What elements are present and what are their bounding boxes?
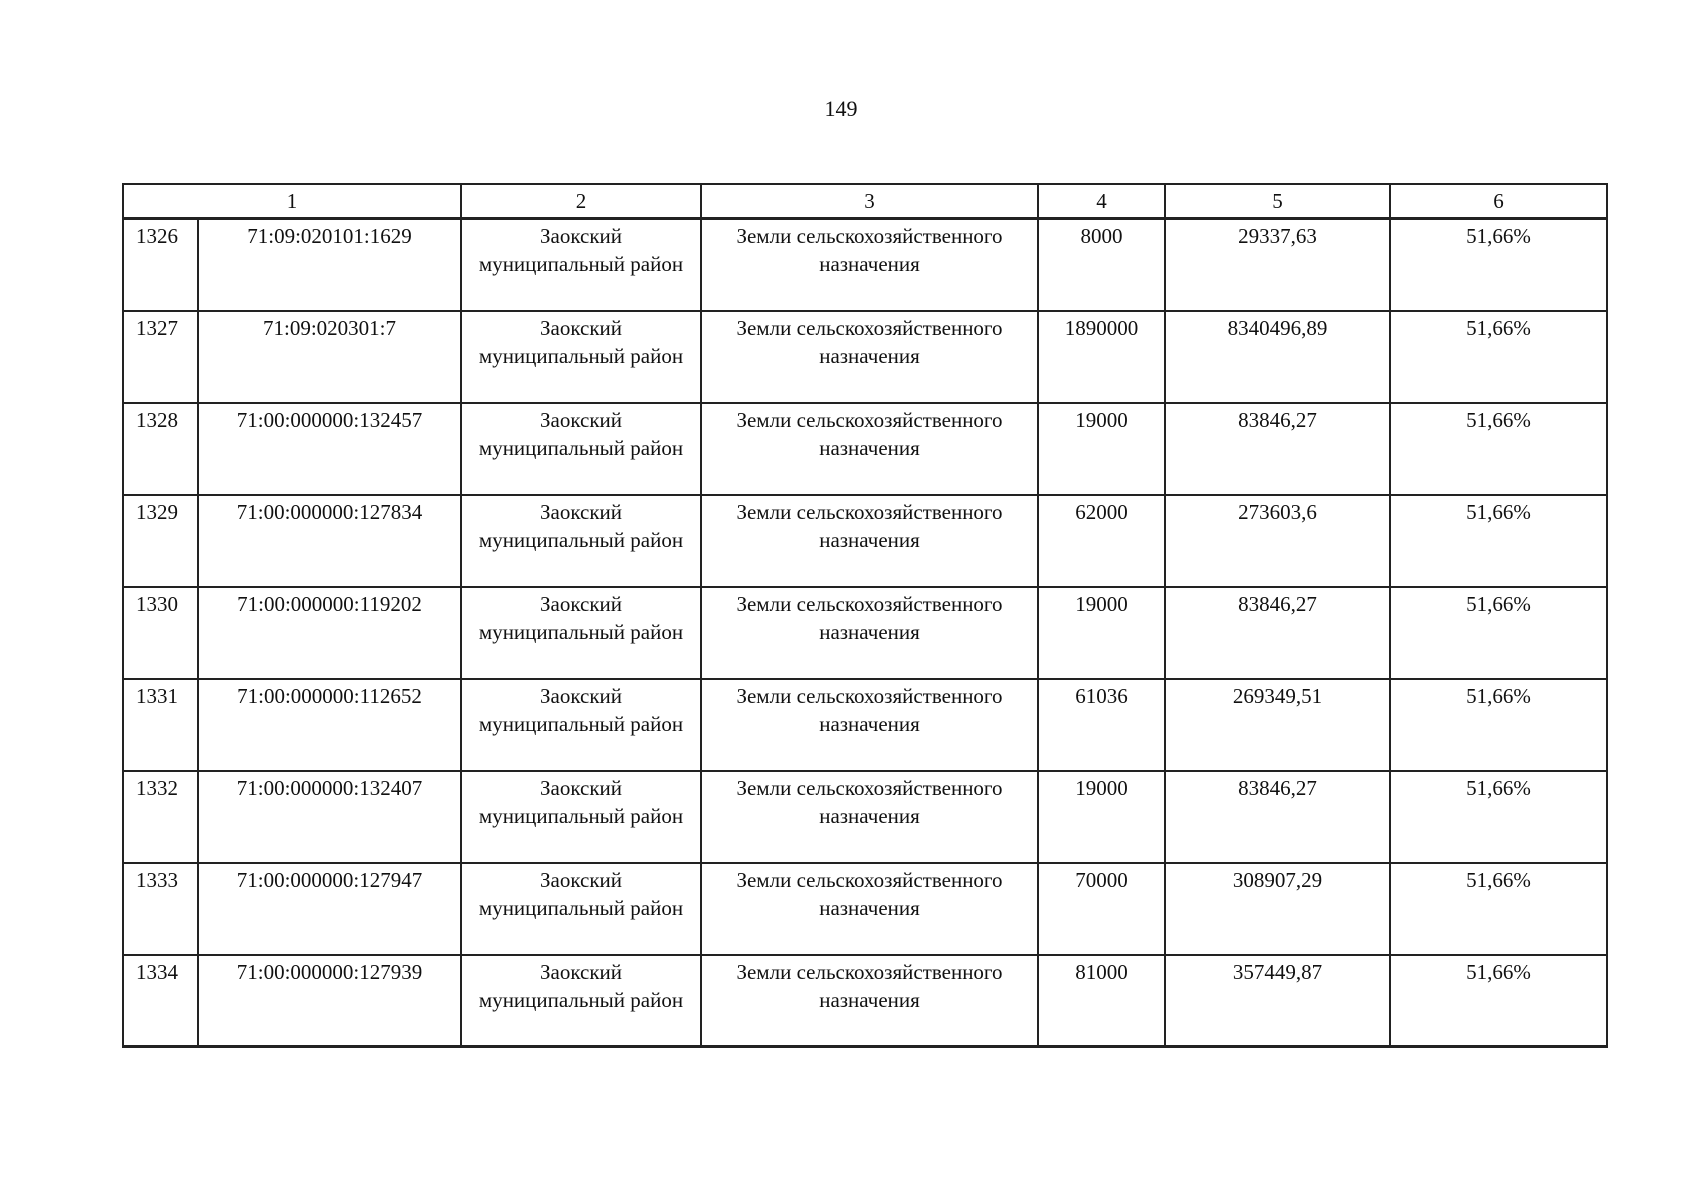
cadastral-number: 71:00:000000:132407 <box>198 771 461 863</box>
district-name: Заокский муниципальный район <box>461 863 701 955</box>
row-number: 1334 <box>123 955 198 1047</box>
cadastral-value: 83846,27 <box>1165 771 1390 863</box>
percent-value: 51,66% <box>1390 955 1607 1047</box>
cadastral-number: 71:00:000000:112652 <box>198 679 461 771</box>
area-value: 19000 <box>1038 587 1165 679</box>
table-row <box>123 495 1607 587</box>
percent-value: 51,66% <box>1390 495 1607 587</box>
table-row <box>123 587 1607 679</box>
land-category: Земли сельскохозяйственного назначения <box>701 219 1038 311</box>
column-header-3: 3 <box>701 184 1038 219</box>
land-category: Земли сельскохозяйственного назначения <box>701 495 1038 587</box>
land-plots-table <box>122 183 1608 1048</box>
cadastral-number: 71:00:000000:127947 <box>198 863 461 955</box>
cadastral-value: 83846,27 <box>1165 587 1390 679</box>
cadastral-number: 71:09:020301:7 <box>198 311 461 403</box>
cadastral-value: 83846,27 <box>1165 403 1390 495</box>
page-number: 149 <box>824 96 858 121</box>
land-category: Земли сельскохозяйственного назначения <box>701 955 1038 1047</box>
row-number: 1330 <box>123 587 198 679</box>
percent-value: 51,66% <box>1390 863 1607 955</box>
percent-value: 51,66% <box>1390 403 1607 495</box>
table-row <box>123 771 1607 863</box>
land-category: Земли сельскохозяйственного назначения <box>701 679 1038 771</box>
row-number: 1332 <box>123 771 198 863</box>
cadastral-value: 273603,6 <box>1165 495 1390 587</box>
percent-value: 51,66% <box>1390 219 1607 311</box>
column-header-5: 5 <box>1165 184 1390 219</box>
area-value: 61036 <box>1038 679 1165 771</box>
row-number: 1333 <box>123 863 198 955</box>
column-header-6: 6 <box>1390 184 1607 219</box>
table-row <box>123 863 1607 955</box>
cadastral-number: 71:00:000000:127939 <box>198 955 461 1047</box>
table-row <box>123 311 1607 403</box>
column-header-2: 2 <box>461 184 701 219</box>
column-header-1: 1 <box>123 184 461 219</box>
table-row <box>123 955 1607 1047</box>
district-name: Заокский муниципальный район <box>461 495 701 587</box>
table-row <box>123 679 1607 771</box>
district-name: Заокский муниципальный район <box>461 219 701 311</box>
table-row <box>123 219 1607 311</box>
district-name: Заокский муниципальный район <box>461 311 701 403</box>
district-name: Заокский муниципальный район <box>461 679 701 771</box>
cadastral-value: 357449,87 <box>1165 955 1390 1047</box>
land-category: Земли сельскохозяйственного назначения <box>701 403 1038 495</box>
area-value: 70000 <box>1038 863 1165 955</box>
district-name: Заокский муниципальный район <box>461 587 701 679</box>
district-name: Заокский муниципальный район <box>461 771 701 863</box>
percent-value: 51,66% <box>1390 587 1607 679</box>
table-body <box>123 219 1607 1047</box>
cadastral-number: 71:00:000000:132457 <box>198 403 461 495</box>
row-number: 1331 <box>123 679 198 771</box>
cadastral-value: 8340496,89 <box>1165 311 1390 403</box>
percent-value: 51,66% <box>1390 679 1607 771</box>
cadastral-number: 71:00:000000:127834 <box>198 495 461 587</box>
column-header-4: 4 <box>1038 184 1165 219</box>
area-value: 81000 <box>1038 955 1165 1047</box>
table-row <box>123 403 1607 495</box>
cadastral-value: 269349,51 <box>1165 679 1390 771</box>
row-number: 1329 <box>123 495 198 587</box>
cadastral-number: 71:00:000000:119202 <box>198 587 461 679</box>
row-number: 1327 <box>123 311 198 403</box>
cadastral-value: 29337,63 <box>1165 219 1390 311</box>
land-category: Земли сельскохозяйственного назначения <box>701 863 1038 955</box>
row-number: 1328 <box>123 403 198 495</box>
table-header <box>123 184 1607 219</box>
district-name: Заокский муниципальный район <box>461 955 701 1047</box>
area-value: 62000 <box>1038 495 1165 587</box>
cadastral-number: 71:09:020101:1629 <box>198 219 461 311</box>
land-category: Земли сельскохозяйственного назначения <box>701 587 1038 679</box>
district-name: Заокский муниципальный район <box>461 403 701 495</box>
area-value: 8000 <box>1038 219 1165 311</box>
area-value: 1890000 <box>1038 311 1165 403</box>
percent-value: 51,66% <box>1390 771 1607 863</box>
land-category: Земли сельскохозяйственного назначения <box>701 311 1038 403</box>
row-number: 1326 <box>123 219 198 311</box>
cadastral-value: 308907,29 <box>1165 863 1390 955</box>
percent-value: 51,66% <box>1390 311 1607 403</box>
land-category: Земли сельскохозяйственного назначения <box>701 771 1038 863</box>
area-value: 19000 <box>1038 771 1165 863</box>
area-value: 19000 <box>1038 403 1165 495</box>
header-row <box>123 184 1607 219</box>
